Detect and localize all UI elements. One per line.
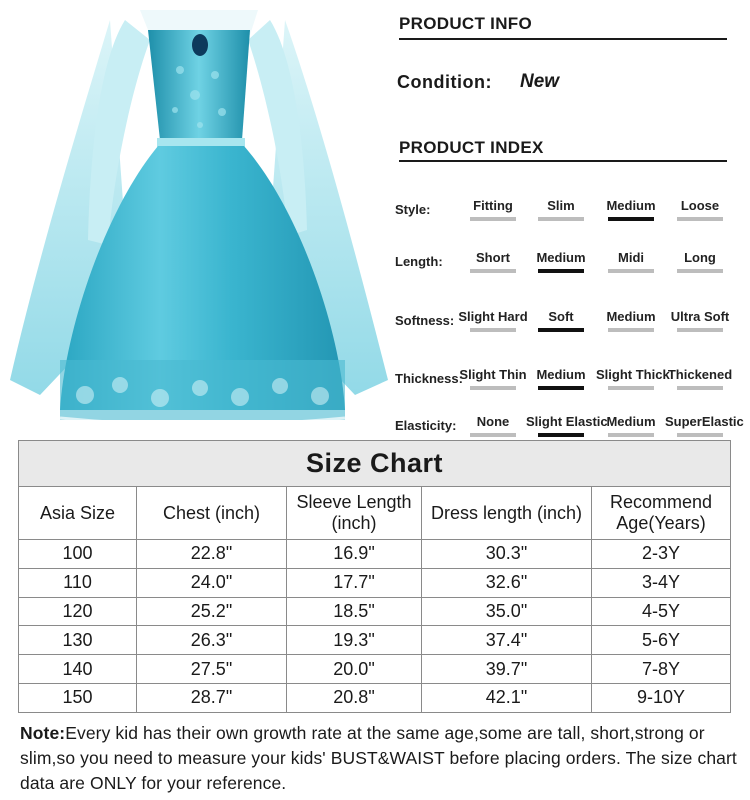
table-cell: 25.2" <box>137 597 287 626</box>
index-option-label: Soft <box>548 309 574 324</box>
table-cell: 120 <box>19 597 137 626</box>
index-option-selected <box>526 309 596 332</box>
index-option-bar <box>677 217 723 221</box>
condition-label: Condition: <box>397 72 492 92</box>
note-text: Every kid has their own growth rate at the same age,some are tall, short,strong or slim,so you need to measure your kids' BUST&WAIST before placing orders. The size chart data are ONLY for your reference. <box>20 723 737 793</box>
index-option-bar <box>677 386 723 390</box>
table-row <box>19 597 731 626</box>
table-cell: 17.7" <box>287 568 422 597</box>
index-option-selected <box>596 198 666 221</box>
index-option <box>458 250 528 273</box>
table-cell: 24.0" <box>137 568 287 597</box>
index-option <box>665 367 735 390</box>
index-option <box>665 414 744 437</box>
size-chart-table <box>18 440 731 713</box>
index-row-label: Length: <box>395 254 443 269</box>
table-row <box>19 626 731 655</box>
index-option-bar <box>608 328 654 332</box>
table-cell: 7-8Y <box>592 655 731 684</box>
table-cell: 2-3Y <box>592 540 731 569</box>
index-row <box>395 397 744 437</box>
table-cell: 32.6" <box>422 568 592 597</box>
index-option-label: Midi <box>618 250 644 265</box>
index-row-label: Thickness: <box>395 371 463 386</box>
dress-product-image <box>0 0 395 435</box>
index-row <box>395 233 740 273</box>
table-cell: 18.5" <box>287 597 422 626</box>
index-option-label: Slim <box>547 198 575 213</box>
product-info-title: PRODUCT INFO <box>399 14 532 33</box>
table-cell: 130 <box>19 626 137 655</box>
index-row <box>395 292 740 332</box>
divider <box>399 38 727 40</box>
index-option <box>665 250 735 273</box>
index-option-label: Long <box>684 250 716 265</box>
table-cell: 37.4" <box>422 626 592 655</box>
index-option <box>596 250 666 273</box>
index-row <box>395 350 740 390</box>
table-cell: 9-10Y <box>592 683 731 712</box>
table-cell: 5-6Y <box>592 626 731 655</box>
index-option-bar <box>608 269 654 273</box>
index-option-selected <box>526 250 596 273</box>
index-option-label: Slight Elastic <box>526 414 608 429</box>
divider <box>399 160 727 162</box>
index-option-bar <box>677 433 723 437</box>
index-option-label: Medium <box>606 198 656 213</box>
index-option <box>665 309 735 332</box>
table-row <box>19 683 731 712</box>
index-option <box>596 309 666 332</box>
table-cell: 4-5Y <box>592 597 731 626</box>
index-option <box>458 309 528 332</box>
product-info-panel <box>395 0 744 435</box>
table-cell: 16.9" <box>287 540 422 569</box>
table-cell: 30.3" <box>422 540 592 569</box>
index-option-bar <box>470 269 516 273</box>
index-option <box>596 367 670 390</box>
index-option-bar <box>608 386 654 390</box>
index-option-bar <box>677 328 723 332</box>
table-cell: 3-4Y <box>592 568 731 597</box>
table-row <box>19 540 731 569</box>
note-label: Note: <box>20 723 66 743</box>
size-chart-title: Size Chart <box>19 441 731 487</box>
index-option-bar <box>677 269 723 273</box>
index-option-bar <box>608 433 654 437</box>
table-cell: 20.8" <box>287 683 422 712</box>
index-option-label: Ultra Soft <box>670 309 730 324</box>
column-header: Dress length (inch) <box>422 487 592 540</box>
index-option-bar <box>608 217 654 221</box>
column-header: Chest (inch) <box>137 487 287 540</box>
index-option-bar <box>538 328 584 332</box>
table-cell: 35.0" <box>422 597 592 626</box>
table-cell: 19.3" <box>287 626 422 655</box>
index-row-label: Style: <box>395 202 431 217</box>
size-note <box>20 721 740 796</box>
index-option-label: Fitting <box>473 198 513 213</box>
index-row <box>395 181 740 221</box>
index-row-label: Softness: <box>395 313 455 328</box>
table-cell: 27.5" <box>137 655 287 684</box>
index-row-label: Elasticity: <box>395 418 457 433</box>
index-option-selected <box>526 367 596 390</box>
index-option-label: Medium <box>606 414 656 429</box>
index-option-bar <box>538 269 584 273</box>
index-option <box>665 198 735 221</box>
product-index-title: PRODUCT INDEX <box>399 138 544 157</box>
index-option <box>458 414 528 437</box>
index-option-label: Slight Thin <box>459 367 527 382</box>
table-cell: 20.0" <box>287 655 422 684</box>
table-cell: 22.8" <box>137 540 287 569</box>
index-option-label: Loose <box>680 198 720 213</box>
index-option-label: Slight Hard <box>458 309 528 324</box>
index-option-label: SuperElastic <box>665 414 744 429</box>
index-option-bar <box>538 217 584 221</box>
table-cell: 28.7" <box>137 683 287 712</box>
table-cell: 100 <box>19 540 137 569</box>
index-option-label: None <box>476 414 510 429</box>
column-header: Sleeve Length (inch) <box>287 487 422 540</box>
index-option-label: Slight Thick <box>596 367 670 382</box>
index-option-bar <box>470 217 516 221</box>
index-option-bar <box>470 386 516 390</box>
table-cell: 110 <box>19 568 137 597</box>
index-option-bar <box>538 433 584 437</box>
index-option-label: Medium <box>536 367 586 382</box>
table-row <box>19 655 731 684</box>
index-option <box>458 198 528 221</box>
index-option-bar <box>538 386 584 390</box>
index-option <box>458 367 528 390</box>
index-option-bar <box>470 433 516 437</box>
index-option <box>526 198 596 221</box>
column-header: Asia Size <box>19 487 137 540</box>
index-option-label: Thickened <box>667 367 733 382</box>
table-cell: 39.7" <box>422 655 592 684</box>
table-cell: 150 <box>19 683 137 712</box>
table-cell: 42.1" <box>422 683 592 712</box>
condition-value: New <box>520 71 560 92</box>
table-row <box>19 568 731 597</box>
index-option-label: Short <box>476 250 510 265</box>
index-option-label: Medium <box>536 250 586 265</box>
index-option-bar <box>470 328 516 332</box>
index-option-label: Medium <box>606 309 656 324</box>
table-cell: 140 <box>19 655 137 684</box>
column-header: Recommend Age(Years) <box>592 487 731 540</box>
index-option <box>596 414 666 437</box>
index-option-selected <box>526 414 608 437</box>
table-cell: 26.3" <box>137 626 287 655</box>
